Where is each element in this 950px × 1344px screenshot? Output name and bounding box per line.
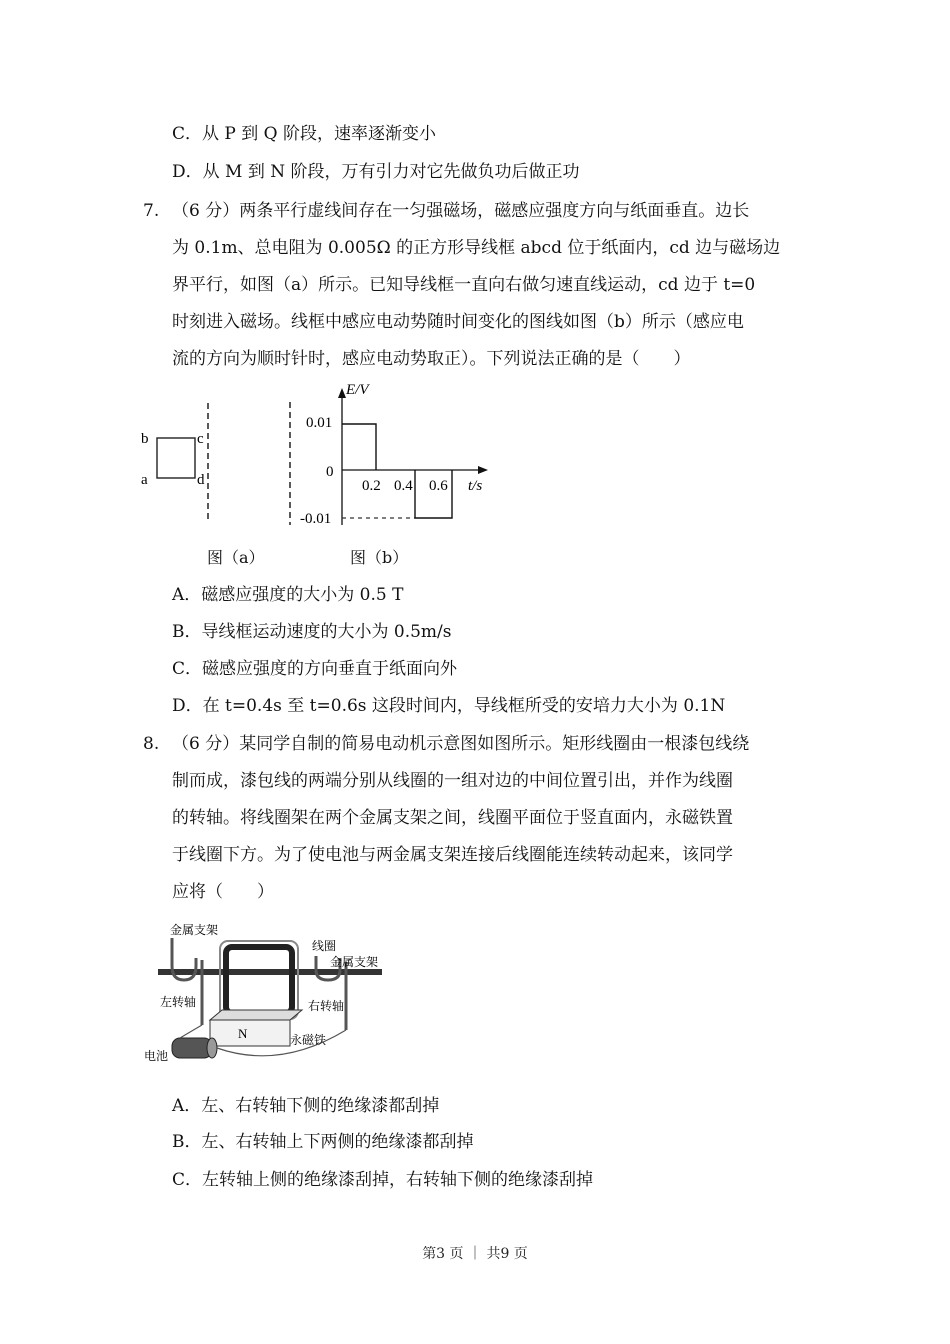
q8-text-line: 于线圈下方。为了使电池与两金属支架连接后线圈能连续转动起来，该同学 (172, 845, 733, 865)
label-left-axis: 左转轴 (160, 995, 197, 1009)
q6-option-c: C．从 P 到 Q 阶段，速率逐渐变小 (172, 124, 436, 144)
magnet-pole-label: N (238, 1026, 248, 1041)
magnet-body (210, 1020, 290, 1046)
q7-option-d: D．在 t=0.4s 至 t=0.6s 这段时间内，导线框所受的安培力大小为 0.1N (172, 696, 726, 716)
label-right-support: 金属支架 (330, 955, 379, 969)
vertex-a: a (141, 472, 148, 488)
q6-option-d: D．从 M 到 N 阶段，万有引力对它先做负功后做正功 (172, 162, 580, 182)
q8-option-b: B．左、右转轴上下两侧的绝缘漆都刮掉 (172, 1132, 474, 1152)
figure-a-caption: 图（a） (207, 548, 265, 567)
q8-text-line: 的转轴。将线圈架在两个金属支架之间，线圈平面位于竖直面内，永磁铁置 (172, 808, 733, 828)
y-axis-arrow (338, 388, 346, 398)
q8-text-line: 制而成，漆包线的两端分别从线圈的一组对边的中间位置引出，并作为线圈 (172, 771, 733, 791)
battery (172, 1038, 212, 1058)
label-magnet: 永磁铁 (290, 1033, 327, 1047)
x-tick-label: 0.4 (394, 478, 413, 494)
q8-number: 8. (143, 734, 160, 754)
x-axis-label: t/s (468, 478, 483, 494)
q7-text-line: 流的方向为顺时针时，感应电动势取正）。下列说法正确的是（ ） (172, 349, 691, 369)
q8-text-line: （6 分）某同学自制的简易电动机示意图如图所示。矩形线圈由一根漆包线绕 (172, 734, 750, 754)
q8-text-line: 应将（ ） (172, 882, 274, 902)
x-tick-label: 0.6 (429, 478, 448, 494)
motor-figure (140, 920, 390, 1070)
q7-text-line: 时刻进入磁场。线框中感应电动势随时间变化的图线如图（b）所示（感应电 (172, 312, 744, 332)
q7-option-a: A．磁感应强度的大小为 0.5 T (172, 585, 404, 605)
label-right-axis: 右转轴 (308, 999, 345, 1013)
vertex-d: d (197, 472, 205, 488)
x-tick-label: 0.2 (362, 478, 381, 494)
emf-positive-segment (342, 424, 376, 470)
q7-text-line: 界平行，如图（a）所示。已知导线框一直向右做匀速直线运动，cd 边于 t=0 (172, 275, 756, 295)
q7-figure-a (135, 395, 245, 530)
q7-text-line: （6 分）两条平行虚线间存在一匀强磁场，磁感应强度方向与纸面垂直。边长 (172, 201, 750, 221)
q7-option-b: B．导线框运动速度的大小为 0.5m/s (172, 622, 452, 642)
y-axis-label: E/V (346, 382, 369, 398)
square-loop (157, 438, 195, 478)
label-left-support: 金属支架 (170, 923, 219, 937)
y-tick-label: 0.01 (306, 415, 333, 431)
x-axis-arrow (478, 466, 488, 474)
q7-text-line: 为 0.1m、总电阻为 0.005Ω 的正方形导线框 abcd 位于纸面内，cd 边与磁场边 (172, 238, 781, 258)
q7-option-c: C．磁感应强度的方向垂直于纸面向外 (172, 659, 458, 679)
y-tick-label: -0.01 (300, 511, 332, 527)
coil-outline (220, 941, 298, 1019)
magnet-top (210, 1010, 302, 1020)
y-tick-label: 0 (326, 464, 334, 480)
coil (226, 947, 292, 1013)
q8-option-a: A．左、右转轴下侧的绝缘漆都刮掉 (172, 1096, 440, 1116)
page-footer: 第3 页 ｜ 共9 页 (422, 1246, 528, 1262)
q7-number: 7. (143, 201, 160, 221)
label-coil: 线圈 (312, 939, 337, 953)
vertex-c: c (197, 431, 204, 447)
vertex-b: b (141, 431, 149, 447)
wire-left (180, 1025, 202, 1038)
battery-terminal (207, 1038, 217, 1058)
q8-option-c: C．左转轴上侧的绝缘漆刮掉，右转轴下侧的绝缘漆刮掉 (172, 1170, 594, 1190)
figure-b-caption: 图（b） (350, 548, 409, 567)
q7-figure-b (282, 380, 497, 535)
label-battery: 电池 (144, 1049, 169, 1063)
